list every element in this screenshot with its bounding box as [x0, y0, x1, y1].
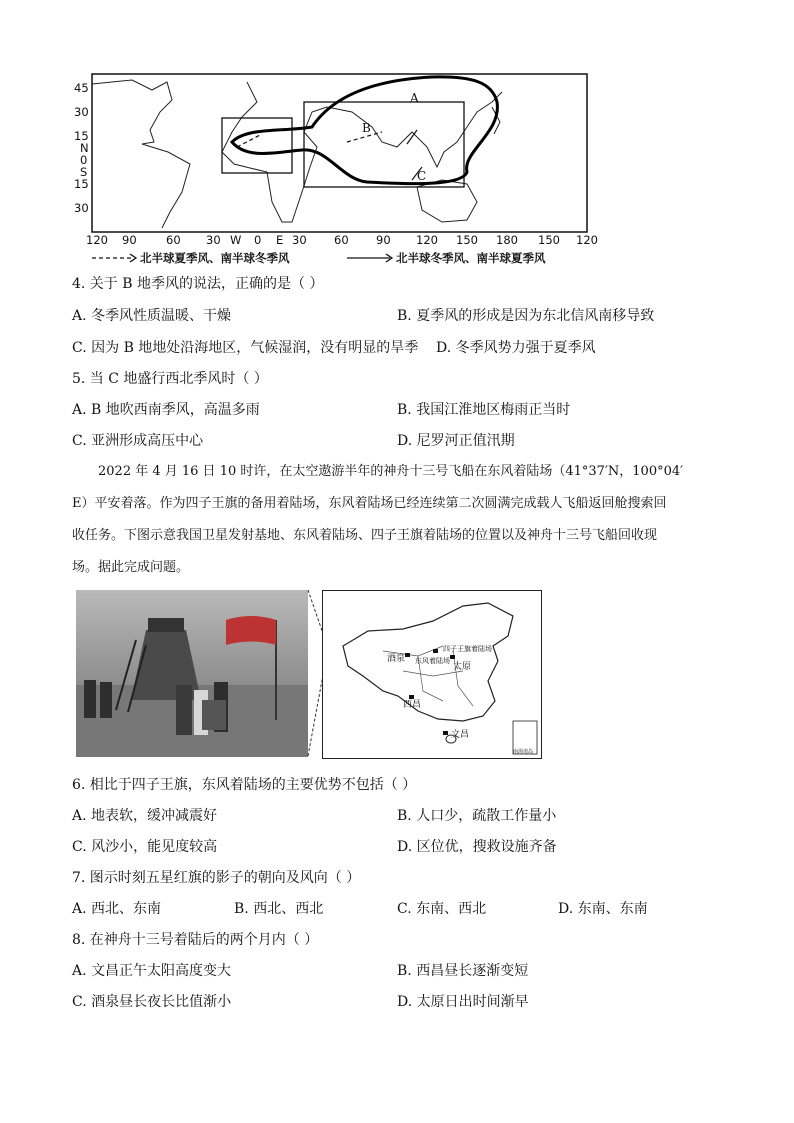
q5-option-a[interactable]: A. B 地吹西南季风，高温多雨 — [72, 402, 260, 418]
lon-label: 120 — [576, 233, 598, 247]
q7-option-b[interactable]: B. 西北、西北 — [234, 901, 324, 917]
passage-line-4: 场。据此完成问题。 — [72, 560, 190, 575]
lon-label: 60 — [166, 233, 181, 247]
q7-option-a[interactable]: A. 西北、东南 — [72, 901, 162, 917]
lon-label: 120 — [416, 233, 438, 247]
passage-line-3: 收任务。下图示意我国卫星发射基地、东风着陆场、四子王旗着陆场的位置以及神舟十三号飞船回收现 — [72, 528, 658, 543]
q5-option-c[interactable]: C. 亚洲形成高压中心 — [72, 433, 204, 449]
lon-label: W — [230, 233, 242, 247]
label-siziwangqi: 四子王旗着陆场 — [443, 645, 492, 653]
q5-option-d[interactable]: D. 尼罗河正值汛期 — [397, 433, 515, 449]
question-4-stem: 4. 关于 B 地季风的说法，正确的是（ ） — [72, 276, 324, 292]
legend-dashed-label: 北半球夏季风、南半球冬季风 — [140, 251, 290, 265]
lon-label: 150 — [456, 233, 478, 247]
q8-option-c[interactable]: C. 酒泉昼长夜长比值渐小 — [72, 994, 232, 1010]
lon-label: 120 — [86, 233, 108, 247]
label-dongfeng: 东风着陆场 — [415, 657, 450, 665]
lat-label: 0 — [80, 153, 88, 167]
q6-option-c[interactable]: C. 风沙小，能见度较高 — [72, 839, 218, 855]
question-5-stem: 5. 当 C 地盛行西北季风时（ ） — [72, 371, 268, 387]
lat-label: 30 — [74, 201, 89, 215]
q8-option-b[interactable]: B. 西昌昼长逐渐变短 — [397, 963, 529, 979]
lat-label: 15 — [74, 129, 89, 143]
landing-site-photo — [76, 590, 308, 757]
passage-line-2: E）平安着落。作为四子王旗的备用着陆场，东风着陆场已经连续第二次圆满完成载人飞船返回舱搜索回 — [72, 496, 667, 511]
region-label-a: A — [410, 91, 419, 105]
lat-label: 15 — [74, 177, 89, 191]
lat-label: 30 — [74, 105, 89, 119]
label-inset: 南海诸岛 — [513, 749, 534, 755]
photo-svg — [76, 590, 308, 757]
lat-label: 45 — [74, 81, 89, 95]
q5-option-b[interactable]: B. 我国江淮地区梅雨正当时 — [397, 402, 571, 418]
question-7-stem: 7. 图示时刻五星红旗的影子的朝向及风向（ ） — [72, 870, 361, 886]
lon-labels — [86, 233, 598, 247]
q4-option-c[interactable]: C. 因为 B 地地处沿海地区，气候湿润，没有明显的旱季 — [72, 340, 419, 356]
label-wenchang: 文昌 — [451, 730, 470, 740]
lon-label: 180 — [496, 233, 518, 247]
q4-option-d[interactable]: D. 冬季风势力强于夏季风 — [436, 340, 596, 356]
map-frame — [92, 74, 587, 232]
lon-label: 30 — [292, 233, 307, 247]
lon-label: 90 — [376, 233, 391, 247]
lon-label: 30 — [206, 233, 221, 247]
passage-line-1: 2022 年 4 月 16 日 10 时许，在太空遨游半年的神舟十三号飞船在东风着陆场（41°37′N，100°04′ — [98, 464, 684, 479]
q8-option-d[interactable]: D. 太原日出时间渐早 — [397, 994, 529, 1010]
q6-option-a[interactable]: A. 地表软，缓冲减震好 — [72, 808, 218, 824]
lon-label: 90 — [122, 233, 137, 247]
region-label-b: B — [362, 121, 371, 135]
q8-option-a[interactable]: A. 文昌正午太阳高度变大 — [72, 963, 232, 979]
legend-solid-label: 北半球冬季风、南半球夏季风 — [396, 251, 546, 265]
china-map-svg — [323, 591, 541, 758]
china-map — [322, 590, 542, 759]
lat-label: S — [80, 165, 88, 179]
lon-label: 0 — [254, 233, 262, 247]
flag — [226, 616, 276, 645]
q7-option-c[interactable]: C. 东南、西北 — [397, 901, 487, 917]
q4-option-a[interactable]: A. 冬季风性质温暖、干燥 — [72, 308, 232, 324]
passage — [72, 462, 722, 590]
lon-label: E — [276, 233, 284, 247]
lon-label: 60 — [334, 233, 349, 247]
monsoon-map-figure — [72, 72, 612, 267]
q7-option-d[interactable]: D. 东南、东南 — [558, 901, 648, 917]
label-jiuquan: 酒泉 — [387, 654, 406, 664]
monsoon-map-svg — [72, 72, 612, 267]
label-xichang: 西昌 — [403, 700, 422, 710]
lon-label: 150 — [538, 233, 560, 247]
lat-label: N — [80, 141, 89, 155]
question-6-stem: 6. 相比于四子王旗，东风着陆场的主要优势不包括（ ） — [72, 777, 417, 793]
q6-option-d[interactable]: D. 区位优，搜救设施齐备 — [397, 839, 557, 855]
q4-option-b[interactable]: B. 夏季风的形成是因为东北信风南移导致 — [397, 308, 655, 324]
label-taiyuan: 太原 — [453, 662, 472, 672]
q6-option-b[interactable]: B. 人口少，疏散工作量小 — [397, 808, 557, 824]
question-8-stem: 8. 在神舟十三号着陆后的两个月内（ ） — [72, 932, 319, 948]
region-label-c: C — [417, 169, 427, 183]
